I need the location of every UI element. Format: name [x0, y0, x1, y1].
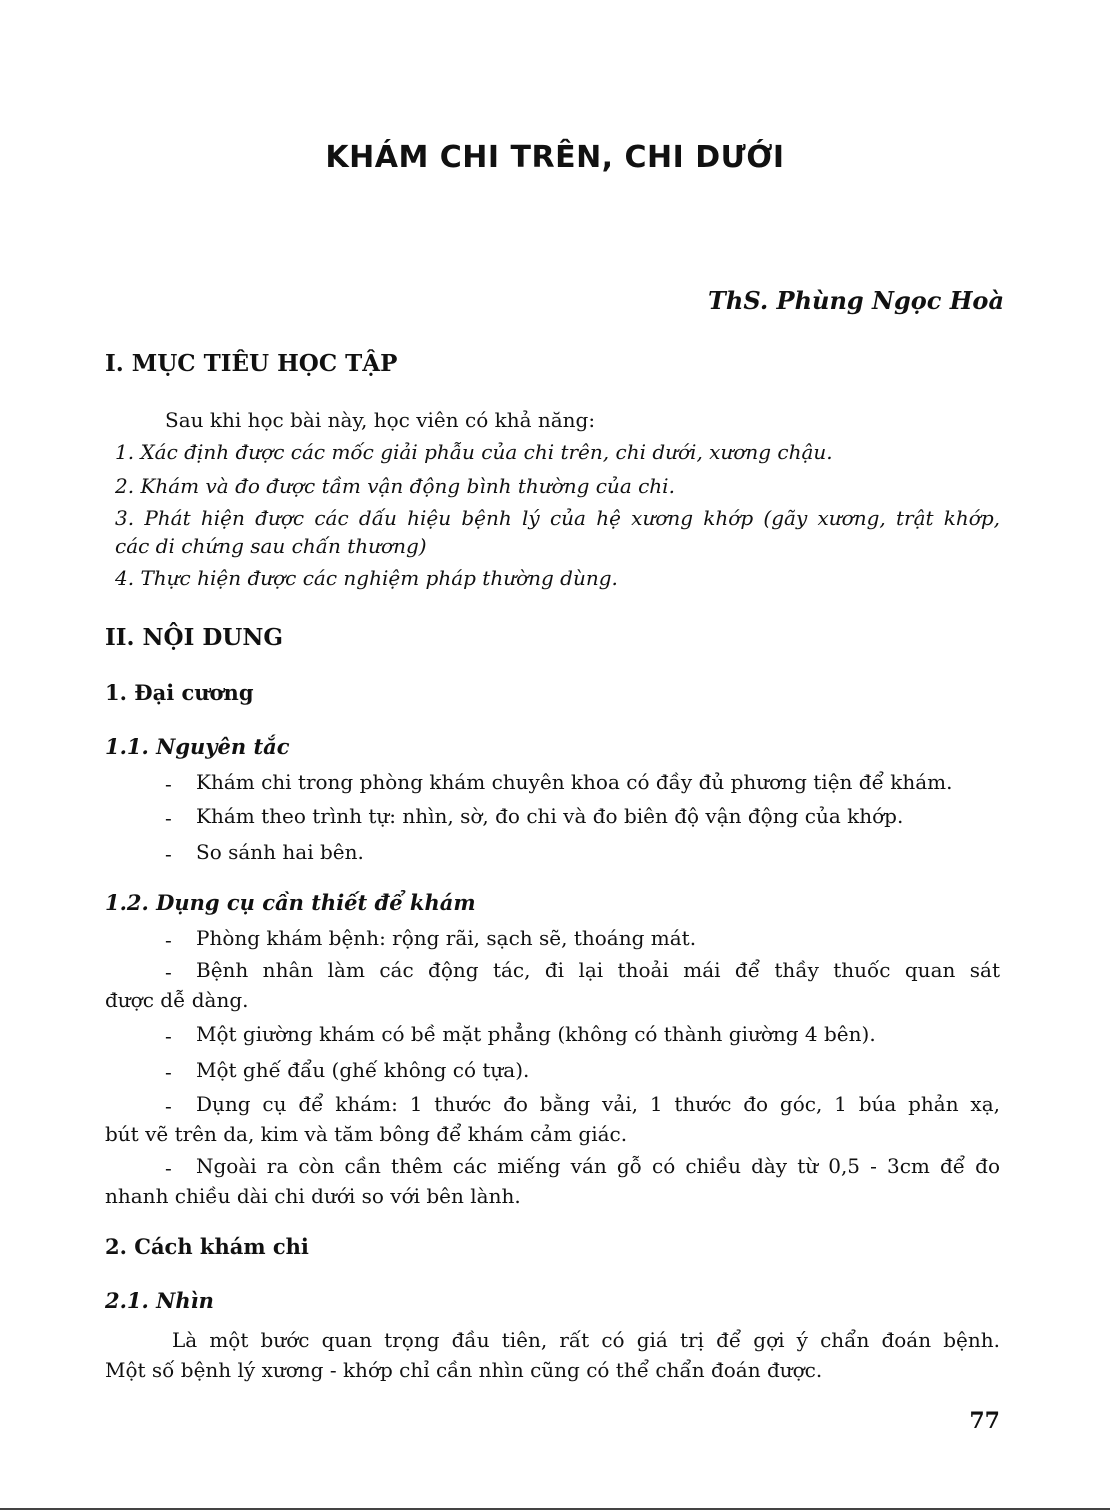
- bullet-dash: -: [165, 1024, 172, 1048]
- bullet-dash: -: [165, 1060, 172, 1084]
- subheading-principles: 1.1. Nguyên tắc: [105, 734, 290, 759]
- tool-2-cont: được dễ dàng.: [105, 988, 249, 1012]
- tool-5: Dụng cụ để khám: 1 thước đo bằng vải, 1 thước đo góc, 1 búa phản xạ,: [196, 1092, 1000, 1116]
- section-heading-objectives: I. MỤC TIÊU HỌC TẬP: [105, 350, 398, 377]
- subheading-tools: 1.2. Dụng cụ cần thiết để khám: [105, 890, 476, 915]
- bullet-dash: -: [165, 842, 172, 866]
- objective-1: 1. Xác định được các mốc giải phẫu của chi trên, chi dưới, xương chậu.: [115, 440, 833, 464]
- subheading-inspection: 2.1. Nhìn: [105, 1288, 214, 1313]
- subheading-exam-method: 2. Cách khám chi: [105, 1234, 309, 1259]
- tool-6-cont: nhanh chiều dài chi dưới so với bên lành.: [105, 1184, 521, 1208]
- bottom-rule: [0, 1508, 1110, 1510]
- tool-3: Một giường khám có bề mặt phẳng (không có thành giường 4 bên).: [196, 1022, 876, 1046]
- objective-4: 4. Thực hiện được các nghiệm pháp thường dùng.: [115, 566, 618, 590]
- page-title: KHÁM CHI TRÊN, CHI DƯỚI: [325, 140, 785, 175]
- principle-2: Khám theo trình tự: nhìn, sờ, đo chi và đo biên độ vận động của khớp.: [196, 804, 904, 828]
- subheading-general: 1. Đại cương: [105, 680, 254, 705]
- objectives-intro: Sau khi học bài này, học viên có khả năng:: [165, 408, 596, 432]
- objective-3-cont: các di chứng sau chấn thương): [115, 534, 427, 558]
- inspection-paragraph-cont: Một số bệnh lý xương - khớp chỉ cần nhìn cũng có thể chẩn đoán được.: [105, 1358, 823, 1382]
- bullet-dash: -: [165, 1156, 172, 1180]
- tool-4: Một ghế đẩu (ghế không có tựa).: [196, 1058, 530, 1082]
- bullet-dash: -: [165, 806, 172, 830]
- bullet-dash: -: [165, 1094, 172, 1118]
- objective-2: 2. Khám và đo được tầm vận động bình thường của chi.: [115, 474, 675, 498]
- tool-1: Phòng khám bệnh: rộng rãi, sạch sẽ, thoáng mát.: [196, 926, 697, 950]
- tool-5-cont: bút vẽ trên da, kim và tăm bông để khám cảm giác.: [105, 1122, 628, 1146]
- author: ThS. Phùng Ngọc Hoà: [708, 286, 1004, 315]
- bullet-dash: -: [165, 928, 172, 952]
- bullet-dash: -: [165, 960, 172, 984]
- page-number: 77: [969, 1408, 1000, 1434]
- tool-6: Ngoài ra còn cần thêm các miếng ván gỗ có chiều dày từ 0,5 - 3cm để đo: [196, 1154, 1000, 1178]
- principle-3: So sánh hai bên.: [196, 840, 364, 864]
- inspection-paragraph: Là một bước quan trọng đầu tiên, rất có giá trị để gợi ý chẩn đoán bệnh.: [172, 1328, 1000, 1352]
- tool-2: Bệnh nhân làm các động tác, đi lại thoải mái để thầy thuốc quan sát: [196, 958, 1000, 982]
- section-heading-content: II. NỘI DUNG: [105, 624, 284, 651]
- objective-3: 3. Phát hiện được các dấu hiệu bệnh lý của hệ xương khớp (gãy xương, trật khớp,: [115, 506, 1000, 530]
- bullet-dash: -: [165, 772, 172, 796]
- principle-1: Khám chi trong phòng khám chuyên khoa có đầy đủ phương tiện để khám.: [196, 770, 953, 794]
